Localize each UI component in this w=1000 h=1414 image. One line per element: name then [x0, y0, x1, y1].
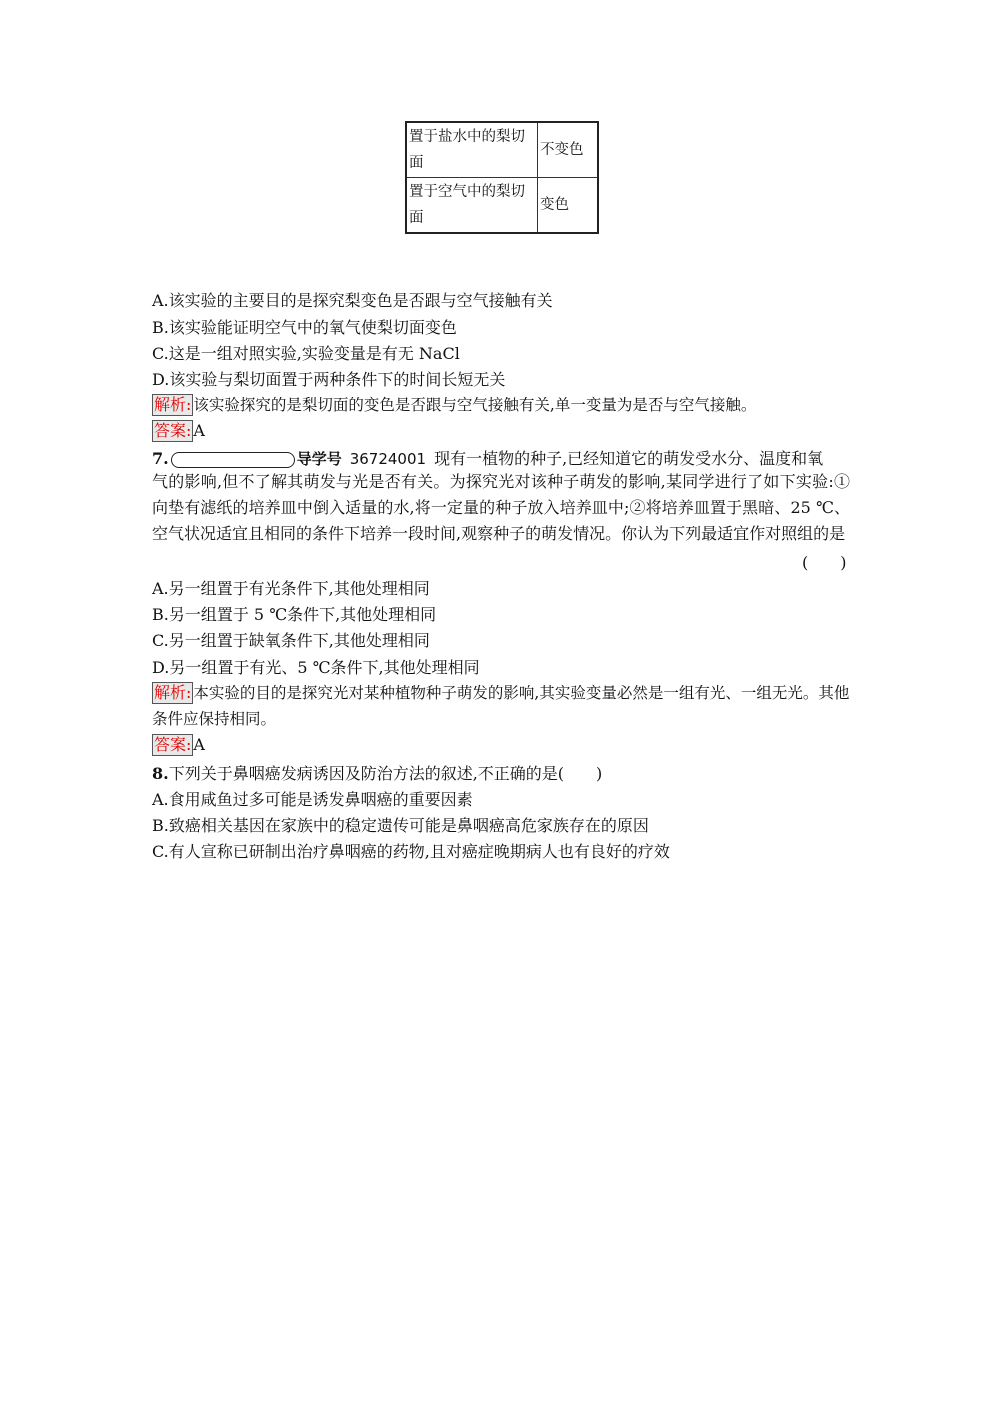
q6-option-d: D.该实验与梨切面置于两种条件下的时间长短无关 — [152, 370, 506, 389]
table-row — [406, 122, 598, 178]
q6-analysis — [152, 393, 756, 416]
answer-value: A — [193, 421, 205, 440]
result-cell: 不变色 — [538, 122, 599, 178]
q8-option-b: B.致癌相关基因在家族中的稳定遗传可能是鼻咽癌高危家族存在的原因 — [152, 816, 649, 835]
q7-stem-body: 气的影响,但不了解其萌发与光是否有关。为探究光对该种子萌发的影响,某同学进行了如下实验:①向垫有滤纸的培养皿中倒入适量的水,将一定量的种子放入培养皿中;②将培养皿置于黑暗、25 ℃、空气状况适宜且相同的条件下培养一段时间,观察种子的萌发情况。你认为下列最适宜作对照组的是 — [152, 472, 850, 543]
condition-cell: 置于空气中的梨切面 — [406, 178, 538, 234]
q6-answer — [152, 420, 205, 442]
q6-option-c: C.这是一组对照实验,实验变量是有无 NaCl — [152, 344, 460, 363]
q8-option-a: A.食用咸鱼过多可能是诱发鼻咽癌的重要因素 — [152, 790, 473, 809]
result-cell: 变色 — [538, 178, 599, 234]
q6-option-a: A.该实验的主要目的是探究梨变色是否跟与空气接触有关 — [152, 291, 553, 310]
stem-text: 现有一植物的种子,已经知道它的萌发受水分、温度和氧 — [434, 449, 824, 468]
experiment-table — [405, 121, 599, 234]
q8-stem — [152, 761, 602, 784]
question-number: 8. — [152, 764, 169, 783]
q7-stem-line1 — [152, 446, 823, 469]
analysis-tag: 解析: — [154, 683, 192, 702]
stem-text: 下列关于鼻咽癌发病诱因及防治方法的叙述,不正确的是( ) — [168, 764, 603, 783]
analysis-tag: 解析: — [154, 395, 192, 414]
q8-option-c: C.有人宣称已研制出治疗鼻咽癌的药物,且对癌症晚期病人也有良好的疗效 — [152, 842, 670, 861]
q7-option-b: B.另一组置于 5 ℃条件下,其他处理相同 — [152, 605, 437, 624]
analysis-text: 该实验探究的是梨切面的变色是否跟与空气接触有关,单一变量为是否与空气接触。 — [193, 396, 757, 414]
answer-tag: 答案: — [154, 421, 192, 440]
guide-label: 导学号 — [296, 450, 342, 468]
q7-analysis — [152, 680, 850, 732]
q7-option-d: D.另一组置于有光、5 ℃条件下,其他处理相同 — [152, 658, 480, 677]
question-number: 7. — [152, 449, 169, 468]
q7-answer — [152, 734, 205, 756]
results-table — [405, 121, 599, 234]
answer-paren: ( ) — [802, 553, 847, 572]
answer-tag: 答案: — [154, 735, 192, 754]
answer-value: A — [193, 735, 205, 754]
analysis-text: 本实验的目的是探究光对某种植物种子萌发的影响,其实验变量必然是一组有光、一组无光。其他条件应保持相同。 — [152, 684, 850, 728]
guide-number: 36724001 — [349, 450, 427, 468]
table-row — [406, 178, 598, 234]
condition-cell: 置于盐水中的梨切面 — [406, 122, 538, 178]
q7-option-a: A.另一组置于有光条件下,其他处理相同 — [152, 579, 430, 598]
q7-option-c: C.另一组置于缺氧条件下,其他处理相同 — [152, 631, 430, 650]
q6-option-b: B.该实验能证明空气中的氧气使梨切面变色 — [152, 318, 457, 337]
guide-box — [171, 452, 295, 468]
